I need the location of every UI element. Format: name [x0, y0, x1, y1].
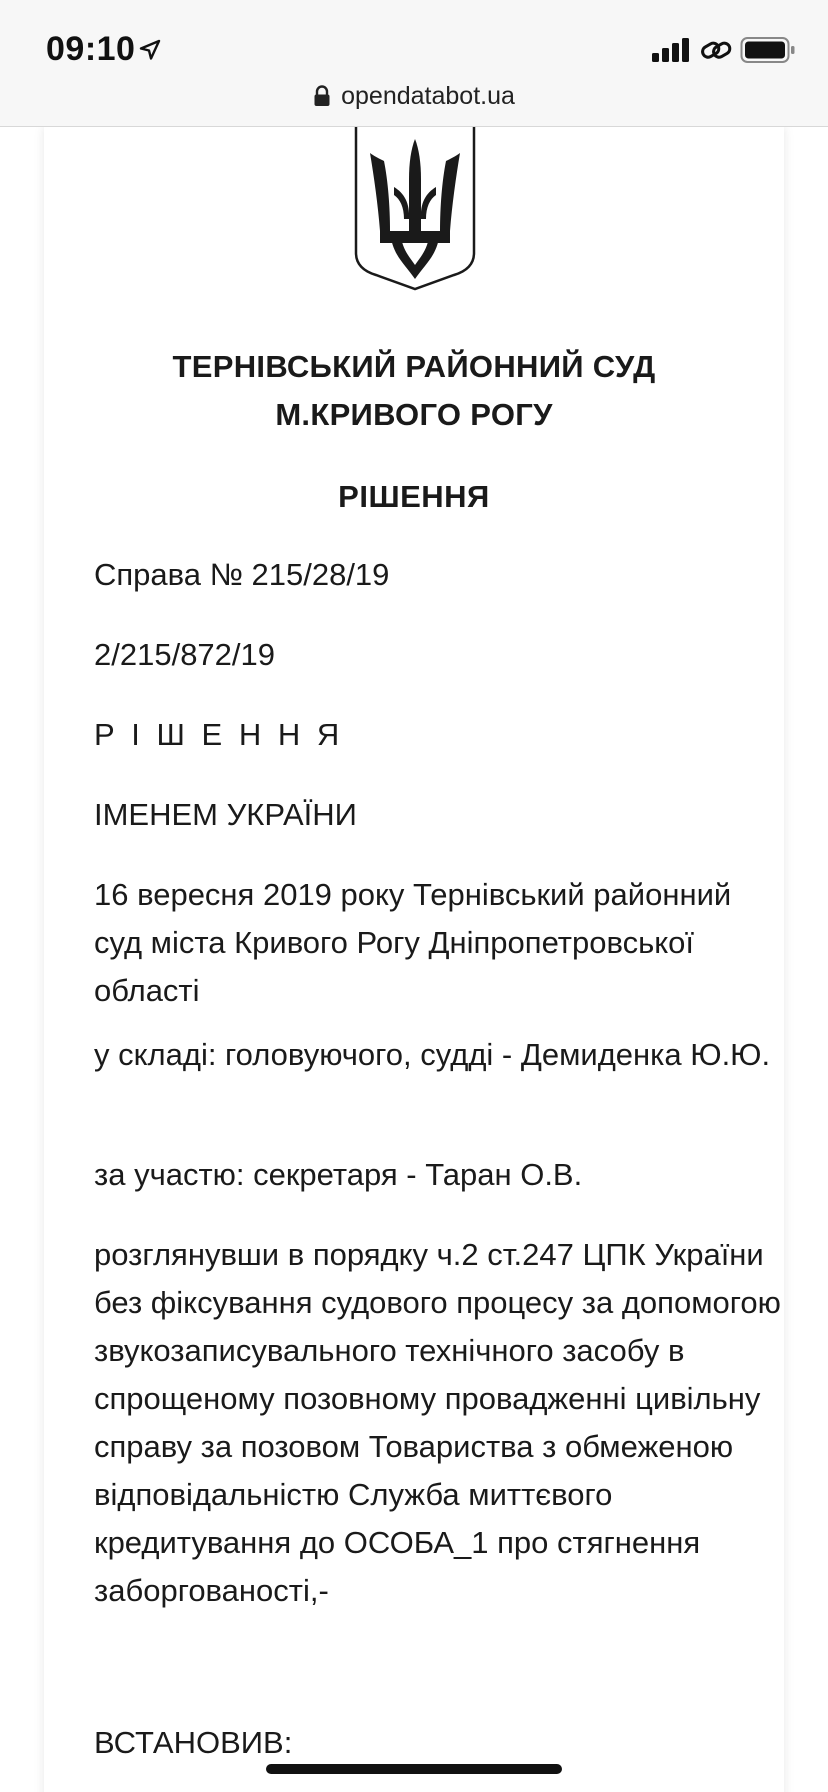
- in-the-name-of-ukraine: ІМЕНЕМ УКРАЇНИ: [94, 797, 357, 832]
- trident-coat-of-arms-icon: [354, 127, 476, 291]
- url-text: opendatabot.ua: [341, 81, 515, 110]
- battery-icon: [740, 36, 796, 64]
- browser-chrome: [0, 0, 828, 127]
- court-title-line2: М.КРИВОГО РОГУ: [275, 397, 553, 432]
- court-title-line1: ТЕРНІВСЬКИЙ РАЙОННИЙ СУД: [172, 349, 656, 384]
- secretary-paragraph: за участю: секретаря - Таран О.В.: [94, 1157, 583, 1192]
- decision-heading: РІШЕННЯ: [338, 479, 490, 514]
- address-bar[interactable]: [0, 78, 828, 114]
- decision-spaced-heading: Р І Ш Е Н Н Я: [94, 717, 344, 752]
- location-arrow-icon: [138, 38, 162, 62]
- court-title: [44, 343, 784, 439]
- case-number: Справа № 215/28/19: [94, 557, 390, 592]
- personal-hotspot-link-icon: [700, 37, 732, 63]
- date-paragraph: 16 вересня 2019 року Тернівський районний суд міста Кривого Рогу Дніпропетровської області: [94, 877, 732, 1008]
- established-heading: ВСТАНОВИВ:: [94, 1725, 293, 1760]
- case-description-paragraph: розглянувши в порядку ч.2 ст.247 ЦПК України без фіксування судового процесу за допомогою звукозаписувального технічного засобу в спрощеному позовному провадженні цивільну справу за позовом Товариства з обмеженою відповідальністю Служба миттєвого кредитування до ОСОБА_1 про стягнення заборгованості,-: [94, 1237, 781, 1608]
- home-indicator[interactable]: [266, 1764, 562, 1774]
- proceeding-number: 2/215/872/19: [94, 637, 276, 672]
- judge-paragraph: у складі: головуючого, судді - Демиденка Ю.Ю.: [94, 1037, 771, 1072]
- cellular-signal-icon: [652, 38, 692, 62]
- court-decision-document: [44, 127, 784, 1792]
- status-time: 09:10: [46, 30, 136, 68]
- lock-icon: [313, 85, 331, 107]
